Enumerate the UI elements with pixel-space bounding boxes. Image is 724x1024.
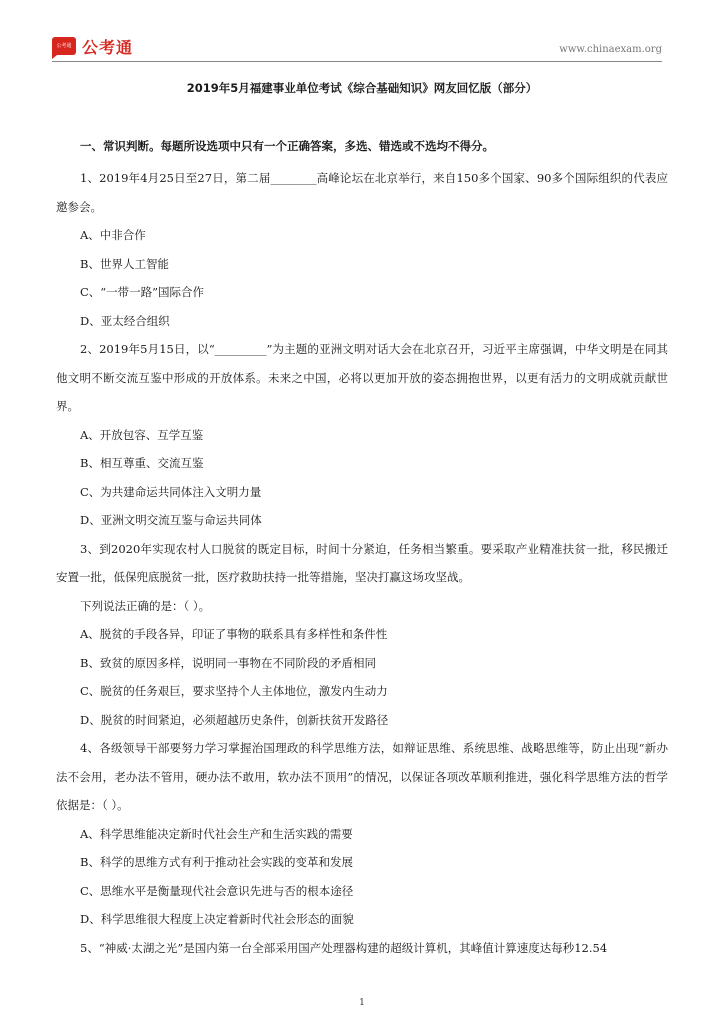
question-5-stem: 5、“神威·太湖之光”是国内第一台全部采用国产处理器构建的超级计算机，其峰值计算速度达每秒12.54: [80, 940, 608, 955]
page-number: 1: [359, 998, 365, 1008]
page-header: [52, 34, 662, 64]
section-heading: 一、常识判断。每题所设选项中只有一个正确答案，多选、错选或不选均不得分。: [80, 139, 494, 153]
document-body: [56, 164, 668, 962]
question-2-option-a: A、开放包容、互学互鉴: [80, 427, 204, 442]
question-2-option-c: C、为共建命运共同体注入文明力量: [80, 484, 262, 499]
question-3-stem: 3、到2020年实现农村人口脱贫的既定目标，时间十分紧迫，任务相当繁重。要采取产业精准扶贫一批，移民搬迁安置一批，低保兜底脱贫一批，医疗救助扶持一批等措施，坚决打赢这场攻坚战。: [56, 541, 668, 584]
question-1-option-b: B、世界人工智能: [80, 256, 169, 271]
logo-badge-icon: 公考通: [52, 37, 76, 55]
question-2-option-b: B、相互尊重、交流互鉴: [80, 456, 204, 470]
question-1-stem: 1、2019年4月25日至27日，第二届________高峰论坛在北京举行，来自150多个国家、90多个国际组织的代表应邀参会。: [56, 171, 668, 214]
question-4-stem: 4、各级领导干部要努力学习掌握治国理政的科学思维方法，如辩证思维、系统思维、战略思维等，防止出现“新办法不会用，老办法不管用，硬办法不敢用，软办法不顶用”的情况，以保证各项改革顺利推进，强化科学思维方法的哲学依据是：（ ）。: [56, 741, 668, 812]
site-url: www.chinaexam.org: [559, 44, 662, 55]
question-4-option-b: B、科学的思维方式有利于推动社会实践的变革和发展: [80, 855, 353, 869]
question-4-option-a: A、科学思维能决定新时代社会生产和生活实践的需要: [80, 826, 353, 841]
question-3-option-a: A、脱贫的手段各异，印证了事物的联系具有多样性和条件性: [80, 627, 388, 641]
question-1-option-a: A、中非合作: [80, 228, 146, 242]
question-3-option-d: D、脱贫的时间紧迫，必须超越历史条件，创新扶贫开发路径: [80, 712, 389, 727]
question-3-option-c: C、脱贫的任务艰巨，要求坚持个人主体地位，激发内生动力: [80, 684, 388, 698]
question-3-option-b: B、致贫的原因多样，说明同一事物在不同阶段的矛盾相同: [80, 655, 376, 670]
question-2-stem: 2、2019年5月15日，以“_________”为主题的亚洲文明对话大会在北京召开，习近平主席强调，中华文明是在同其他文明不断交流互鉴中形成的开放体系。未来之中国，必将以更加开放的姿态拥抱世界，以更有活力的文明成就贡献世界。: [56, 342, 668, 413]
question-1-option-d: D、亚太经合组织: [80, 313, 170, 328]
header-divider: [52, 61, 662, 62]
question-2-option-d: D、亚洲文明交流互鉴与命运共同体: [80, 513, 262, 527]
question-3-prompt: 下列说法正确的是：（ ）。: [80, 598, 211, 613]
question-4-option-c: C、思维水平是衡量现代社会意识先进与否的根本途径: [80, 883, 354, 898]
logo: [52, 34, 133, 58]
question-1-option-c: C、“一带一路”国际合作: [80, 285, 205, 299]
document-title: 2019年5月福建事业单位考试《综合基础知识》网友回忆版（部分）: [186, 81, 538, 95]
logo-text: 公考通: [82, 37, 134, 57]
question-4-option-d: D、科学思维很大程度上决定着新时代社会形态的面貌: [80, 912, 354, 926]
